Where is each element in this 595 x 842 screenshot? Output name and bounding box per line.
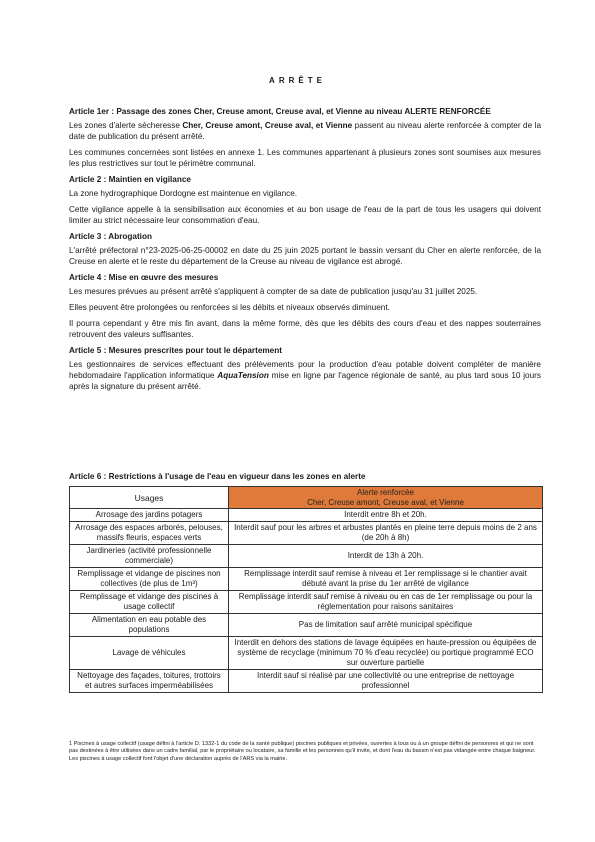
table-row (70, 591, 543, 614)
article-4-heading: Article 4 : Mise en œuvre des mesures (69, 273, 219, 282)
article-1-heading: Article 1er : Passage des zones Cher, Creuse amont, Creuse aval, et Vienne au niveau ALERTE RENFORCÉE (69, 107, 491, 116)
usage-cell: Jardineries (activité professionnelle commerciale) (70, 545, 229, 568)
usage-cell: Remplissage et vidange de piscines non collectives (de plus de 1m³) (70, 568, 229, 591)
article-1-text-a: Les zones d'alerte sécheresse (69, 121, 183, 130)
table-row (70, 568, 543, 591)
rule-cell: Interdit sauf pour les arbres et arbustes plantés en pleine terre depuis moins de 2 ans (de 20h à 8h) (229, 522, 543, 545)
table-row (70, 522, 543, 545)
table-row (70, 545, 543, 568)
aquatension-app-name: AquaTension (217, 371, 269, 380)
article-3-paragraph-1: L'arrêté préfectoral n°23-2025-06-25-00002 en date du 25 juin 2025 portant le bassin versant du Cher en alerte renforcée, de la Creuse en alerte et le reste du département de la Creuse au niveau de vigilance est abrogé. (69, 246, 541, 266)
article-4-paragraph-3: Il pourra cependant y être mis fin avant, dans la même forme, dès que les débits des cours d'eau et des nappes souterraines retrouvent des valeurs suffisantes. (69, 319, 541, 339)
rule-cell: Interdit en dehors des stations de lavage équipées en haute-pression ou équipées de système de recyclage (minimum 70 % d'eau recyclée) ou portique programmé ECO sur ouverture partielle (229, 637, 543, 670)
article-5-paragraph-1 (69, 359, 541, 392)
table-header-row (70, 487, 543, 509)
article-4-paragraph-1: Les mesures prévues au présent arrêté s'appliquent à compter de sa date de publication jusqu'au 31 juillet 2025. (69, 287, 478, 296)
article-2-paragraph-2: Cette vigilance appelle à la sensibilisation aux économies et au bon usage de l'eau de la part de tous les usagers qui doivent limiter au strict nécessaire leur consommation d'eau. (69, 205, 541, 225)
article-1-paragraph-2: Les communes concernées sont listées en annexe 1. Les communes appartenant à plusieurs zones sont soumises aux mesures les plus restrictives sur tout le périmètre communal. (69, 148, 541, 168)
usage-cell: Lavage de véhicules (70, 637, 229, 670)
rule-cell: Remplissage interdit sauf remise à niveau et 1er remplissage si le chantier avait débuté avant la prise du 1er arrêté de vigilance (229, 568, 543, 591)
article-5-heading: Article 5 : Mesures prescrites pour tout le département (69, 346, 282, 355)
table-row (70, 614, 543, 637)
rule-cell: Interdit de 13h à 20h. (229, 545, 543, 568)
article-1-zones: Cher, Creuse amont, Creuse aval, et Vienne (182, 121, 353, 130)
article-1-paragraph-1 (69, 120, 541, 142)
usage-cell: Remplissage et vidange des piscines à usage collectif (70, 591, 229, 614)
article-2-heading: Article 2 : Maintien en vigilance (69, 175, 191, 184)
article-5-text-c: mise en ligne par l'agence régionale de santé, au plus tard sous 10 jours après la signature du présent arrêté. (69, 371, 541, 391)
article-1-text-c: passent au niveau alerte renforcée à compter de la date de publication du présent arrêté. (69, 121, 542, 141)
table-row (70, 670, 543, 693)
usage-cell: Alimentation en eau potable des populations (70, 614, 229, 637)
restrictions-table (69, 486, 543, 693)
rule-cell: Interdit entre 8h et 20h. (229, 509, 543, 522)
article-4-paragraph-2: Elles peuvent être prolongées ou renforcées si les débits et niveaux observés diminuent. (69, 303, 390, 312)
document-title: ARRÊTE (269, 76, 326, 85)
rule-cell: Remplissage interdit sauf remise à niveau ou en cas de 1er remplissage ou pour la réglementation pour raisons sanitaires (229, 591, 543, 614)
column-alerte-renforcee (229, 487, 543, 509)
document-body (69, 101, 541, 397)
alerte-title: Alerte renforcée (357, 488, 414, 497)
table-row (70, 509, 543, 522)
article-2-paragraph-1: La zone hydrographique Dordogne est maintenue en vigilance. (69, 189, 298, 198)
footnote: 1 Piscines à usage collectif (usage défini à l'article D. 1332-1 du code de la santé publique) piscines publiques et privées, ouvertes à tous ou à un groupe défini de personnes et qui ne sont pas destinées à être utilisées dans un cadre familial, par le propriétaire ou locataire, sa famille et les personnes qu'il invite, et dont l'eau du bassin n'est pas vidangée entre chaque baigneur. Les piscines à usage collectif font l'objet d'une déclaration auprès de l'ARS via la mairie. (69, 741, 536, 762)
article-3-heading: Article 3 : Abrogation (69, 232, 152, 241)
table-row (70, 637, 543, 670)
usage-cell: Arrosage des jardins potagers (70, 509, 229, 522)
article-6-heading: Article 6 : Restrictions à l'usage de l'eau en vigueur dans les zones en alerte (69, 472, 366, 481)
rule-cell: Pas de limitation sauf arrêté municipal spécifique (229, 614, 543, 637)
alerte-zones: Cher, Creuse amont, Creuse aval, et Vienne (307, 497, 464, 507)
article-5-text-a: Les gestionnaires de services effectuant des prélèvements pour la production d'eau potable doivent compléter de manière hebdomadaire l'application informatique (69, 360, 541, 380)
column-usages: Usages (70, 487, 229, 509)
rule-cell: Interdit sauf si réalisé par une collectivité ou une entreprise de nettoyage professionnel (229, 670, 543, 693)
usage-cell: Nettoyage des façades, toitures, trottoirs et autres surfaces imperméabilisées (70, 670, 229, 693)
usage-cell: Arrosage des espaces arborés, pelouses, massifs fleuris, espaces verts (70, 522, 229, 545)
